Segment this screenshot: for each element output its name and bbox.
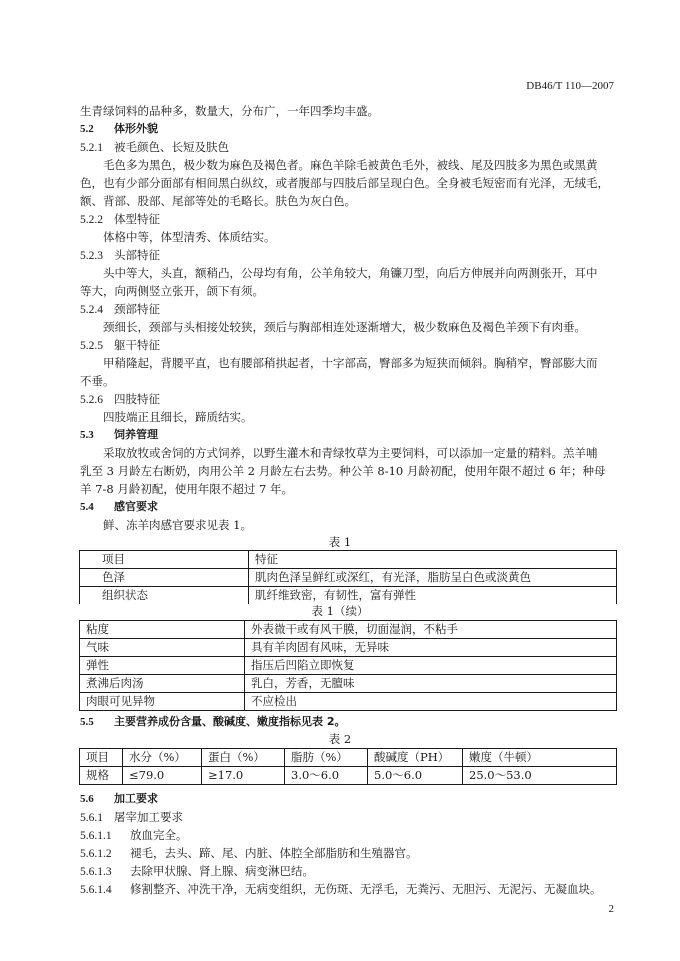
paragraph-line: 羊 7-8 月龄初配，使用年限不超过 7 年。: [80, 482, 293, 496]
table-caption: 表 2: [328, 732, 352, 746]
paragraph-line: 额、背部、股部、尾部等处的毛略长。肤色为灰白色。: [80, 194, 356, 208]
subsection-heading: 5.2.6 四肢特征: [80, 392, 160, 406]
table-row: 肉眼可见异物 不应检出: [80, 693, 617, 711]
list-item: 5.6.1.2 褪毛，去头、蹄、尾、内脏、体腔全部脂肪和生殖器官。: [80, 846, 418, 860]
list-item: 5.6.1.1 放血完全。: [80, 828, 188, 842]
page-number: 2: [608, 903, 614, 915]
subsection-heading: 5.2.2 体型特征: [80, 212, 160, 226]
section-heading: 5.3 饲养管理: [80, 428, 158, 441]
subsection-heading: 5.2.1 被毛颜色、长短及肤色: [80, 140, 229, 154]
paragraph-line: 体格中等，体型清秀、体质结实。: [103, 230, 276, 244]
paragraph-line: 甲稍隆起，背腰平直，也有腰部稍拱起者，十字部高，臀部多为短狭而倾斜。胸稍窄，臀部膨大而: [103, 356, 598, 370]
document-code: DB46/T 110—2007: [526, 80, 614, 92]
paragraph-line: 颈细长，颈部与头相接处较狭，颈后与胸部相连处逐渐增大，极少数麻色及褐色羊颈下有肉垂。: [103, 320, 586, 334]
table-caption: 表 1（续）: [311, 604, 369, 618]
list-item: 5.6.1.4 修割整齐、冲洗干净，无病变组织，无伤斑、无浮毛，无粪污、无胆污、无泥污、无凝血块。: [80, 882, 602, 896]
table-1-continued: [79, 620, 617, 711]
subsection-heading: 5.6.1 屠宰加工要求: [80, 810, 183, 824]
subsection-heading: 5.2.3 头部特征: [80, 248, 160, 262]
table-row: 煮沸后肉汤 乳白，芳香，无膻味: [80, 675, 617, 693]
paragraph-line: 四肢端正且细长，蹄质结实。: [103, 410, 253, 424]
paragraph-line: 采取放牧或舍饲的方式饲养，以野生灌木和青绿牧草为主要饲料，可以添加一定量的精料。羔羊哺: [103, 446, 598, 460]
paragraph-line: 等大，向两侧竖立张开，颌下有须。: [80, 284, 264, 298]
section-heading: 5.5 主要营养成份含量、酸碱度、嫩度指标见表 2。: [80, 715, 346, 728]
table-row: 规格 ≤79.0 ≥17.0 3.0～6.0 5.0～6.0 25.0～53.0: [80, 767, 617, 785]
table-row: 色泽 肌肉色泽呈鲜红或深红，有光泽，脂肪呈白色或淡黄色: [80, 569, 617, 587]
section-heading: 5.4 感官要求: [80, 500, 158, 513]
paragraph-line: 乳至 3 月龄左右断奶，肉用公羊 2 月龄左右去势。种公羊 8-10 月龄初配，使用年限不超过 6 年；种母: [80, 464, 606, 478]
table-row: 气味 具有羊肉固有风味，无异味: [80, 639, 617, 657]
section-heading: 5.6 加工要求: [80, 792, 158, 805]
table-row: 项目 水分（%） 蛋白（%） 脂肪（%） 酸碱度（PH） 嫩度（牛顿）: [80, 749, 617, 767]
paragraph-line: 毛色多为黑色，极少数为麻色及褐色者。麻色羊除毛被黄色毛外，被线、尾及四肢多为黑色或黑黄: [103, 158, 598, 172]
list-item: 5.6.1.3 去除甲状腺、肾上腺、病变淋巴结。: [80, 864, 314, 878]
paragraph-line: 色，也有少部分面部有相间黑白纵纹，或者腹部与四肢后部呈现白色。全身被毛短密而有光泽，无绒毛，: [80, 176, 609, 190]
table-row: 弹性 指压后凹陷立即恢复: [80, 657, 617, 675]
subsection-heading: 5.2.5 躯干特征: [80, 338, 160, 352]
table-row: 粘度 外表微干或有风干膜，切面湿润，不粘手: [80, 621, 617, 639]
intro-line: 生青绿饲料的品种多，数量大，分布广，一年四季均丰盛。: [80, 104, 379, 118]
paragraph-line: 头中等大，头直，额稍凸，公母均有角，公羊角较大，角镰刀型，向后方伸展并向两测张开，耳中: [103, 266, 598, 280]
paragraph-line: 不垂。: [80, 374, 115, 388]
section-heading: 5.2 体形外貌: [80, 122, 158, 135]
table-row: 项目 特征: [80, 551, 617, 569]
table-caption: 表 1: [328, 535, 352, 549]
paragraph-line: 鲜、冻羊肉感官要求见表 1。: [103, 518, 252, 532]
subsection-heading: 5.2.4 颈部特征: [80, 302, 160, 316]
table-row: 组织状态 肌纤维致密，有韧性，富有弹性: [80, 587, 617, 605]
table-1: [79, 550, 617, 604]
table-2: [79, 748, 617, 785]
